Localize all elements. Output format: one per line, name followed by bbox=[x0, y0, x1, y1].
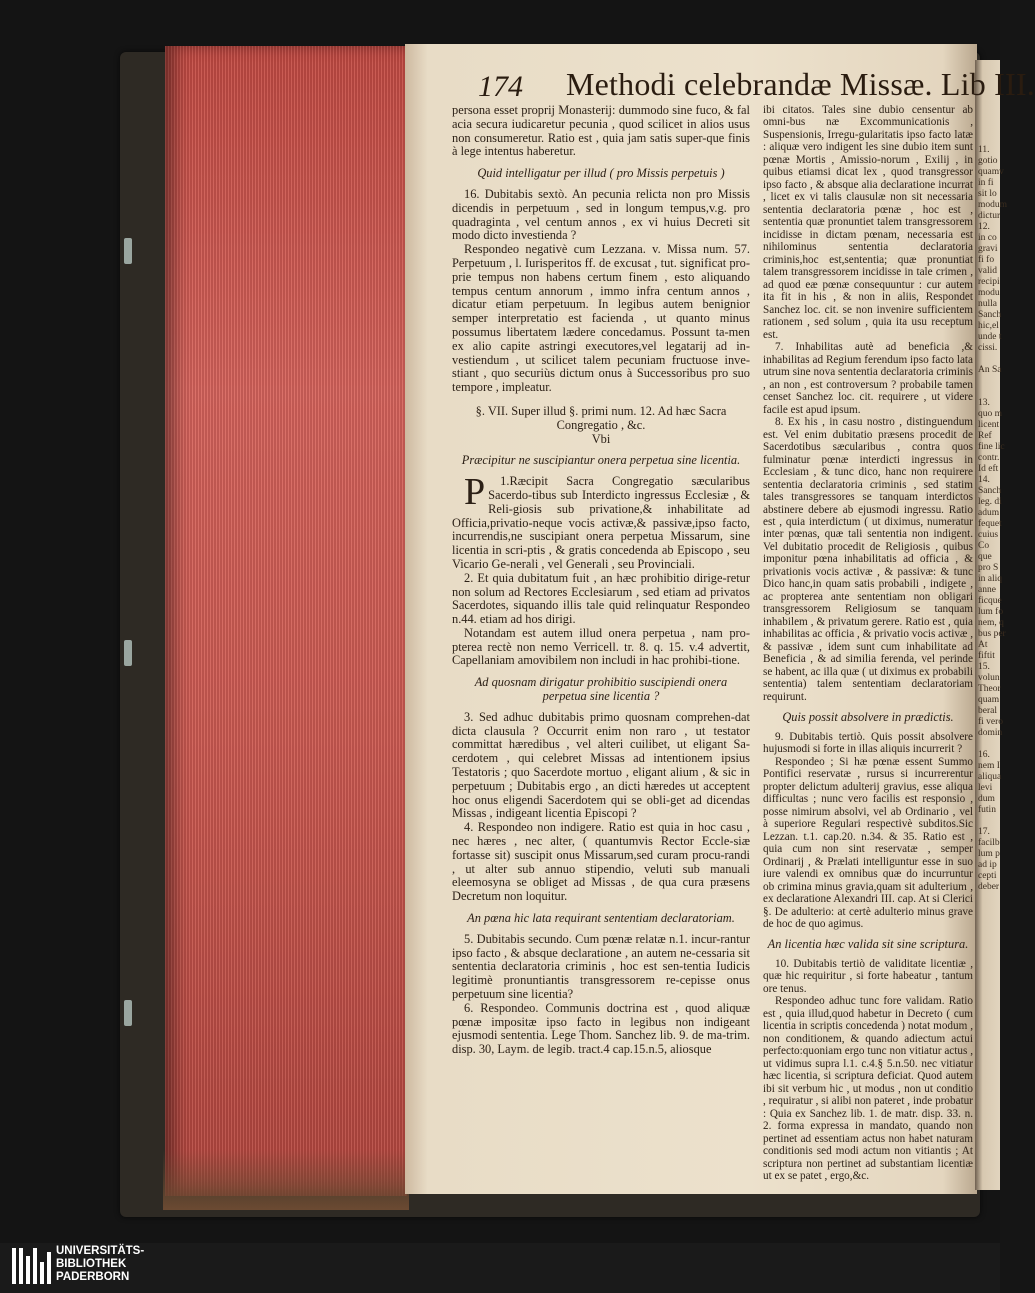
paragraph: Respondeo adhuc tunc fore validam. Ratio est , quia illud,quod habetur in Decreto ( cum licentia in scriptis concedenda ) notat modum , non conditionem, & quando adiectum actui perfecto:quoniam ergo tunc non vitiatur actus , ut vidimus supra l.1. c.4.§ 5.n.50. nec vitiatur hæc licentia, si scriptura deficiat. Quod autem ibi sit verbum hic , ut modus , non ut conditio , requiratur , si alibi non pateret , inde probatur : Quia ex Sanchez lib. 1. de matr. disp. 33. n. 2. forma expressa in mandato, quando non pertinet ad essentiam actus non habet naturam conditionis sed modi actum non vitiantis ; At scriptura non pertinet ad substantiam licentiæ ut ex se patet , ergo,&c. bbox=[763, 995, 973, 1183]
page-clip bbox=[124, 640, 132, 666]
text-fragment: bus per bbox=[978, 629, 1006, 639]
text-fragment: in co bbox=[978, 233, 997, 243]
paragraph bbox=[452, 471, 750, 572]
section-title: §. VII. Super illud §. primi num. 12. Ad hæc Sacra Congregatio , &c. bbox=[475, 403, 727, 432]
text-fragment bbox=[978, 739, 1000, 750]
text-fragment: quam bbox=[978, 695, 1000, 705]
text-fragment: in aliq bbox=[978, 574, 1003, 584]
text-fragment: nulla bbox=[978, 299, 997, 309]
text-fragment: ad ip bbox=[978, 860, 997, 870]
text-fragment: Co bbox=[978, 541, 990, 551]
text-fragment: gotio bbox=[978, 156, 998, 166]
text-fragment: 14. bbox=[978, 475, 990, 485]
text-fragment: 13. bbox=[978, 398, 990, 408]
paragraph: Notandam est autem illud onera perpetua , nam pro-pterea rectè non nemo Verricell. tr. 8. q. 15. v.4 advertit, Capellaniam amovibilem non includi in hac prohibi-tione. bbox=[452, 625, 750, 668]
text-fragment bbox=[978, 387, 1000, 398]
text-fragment: cissi. bbox=[978, 343, 998, 353]
text-fragment: levi bbox=[978, 783, 993, 793]
library-logo-icon bbox=[12, 1246, 52, 1286]
paragraph: ibi citatos. Tales sine dubio censentur ab omni-bus næ Excommunicationis , Suspensionis, Irregu-gularitatis ipso facto latæ : aliquæ vero indigent les sine dubio item sunt pœnæ Mortis , Amissio-norum , Exilij , in quibus etiamsi dicat lex , quod transgressor ipso facto , & absque alia declaratione incurrat , licet ex vi talis clausulæ non sit necessaria sententia declaratoria pœnæ , hoc est , sententia quæ pronuntiet talem transgressorem incidisse in dictam pœnam, necessaria est nihilominus sententia declaratoria criminis,hoc est,sententia; quæ pronuntiat talem transgressorem incidisse in tale crimen , ad quod eæ pœnæ consequuntur : cur autem ita fit in his , & non in aliis, Respondet Sanchez loc. cit. se non invenire sufficientem rationem , sed solum , quia ita usu receptum est. bbox=[763, 104, 973, 341]
paragraph: 4. Respondeo non indigere. Ratio est quia in hoc casu , nec hæres , nec alter, ( quantumvis Rector Eccle-siæ fortasse sit) suscipit onus Missarum,sed curam procu-randi , ut alter sub annuo stipendio, veluti sub manuali eleemosyna se obliget ad Missas , de qua cura præsens Decretum non loquitur. bbox=[452, 820, 750, 904]
text-fragment: Ref bbox=[978, 431, 992, 441]
text-fragment bbox=[978, 354, 1000, 365]
text-fragment: dum bbox=[978, 794, 995, 804]
text-fragment: recipi bbox=[978, 277, 1000, 287]
paragraph: 6. Respondeo. Communis doctrina est , quod aliquæ pœnæ impositæ ipso facto in legibus non indigeant ejusmodi sententia. Lege Thom. Sanchez lib. 9. de ma-trim. disp. 30, Laym. de legib. tract.4 cap.15.n.5, aliosque bbox=[452, 1000, 750, 1057]
text-fragment: dictur bbox=[978, 211, 1001, 221]
text-fragment: contr. bbox=[978, 453, 1000, 463]
section-heading: Quid intelligatur per illud ( pro Missis perpetuis ) bbox=[477, 166, 725, 181]
text-fragment: Id eft bbox=[978, 464, 999, 474]
text-fragment: fiftit bbox=[978, 651, 995, 661]
text-fragment: cuius bbox=[978, 530, 999, 540]
text-fragment: 16. bbox=[978, 750, 990, 760]
paragraph: 7. Inhabilitas autè ad beneficia ,& inhabilitas ad Regium ferendum ipso facto lata utrum sine nova sententia declaratoria criminis , an non , est controversum ? probabile tamen censet Sanchez loc. cit. requirere , ut videre facile est apud ipsum. bbox=[763, 341, 973, 416]
drop-cap: P bbox=[464, 471, 486, 514]
paragraph: persona esset proprij Monasterij: dummodo sine fuco, & fal acia secura iudicaretur pecunia , quod scilicet in alios usus non consumeretur. Ratio est , quia jam satis super-que finis à lege intentus haberetur. bbox=[452, 103, 750, 159]
page-edge-shadow bbox=[163, 1150, 409, 1210]
text-fragment bbox=[978, 376, 1000, 387]
text-fragment: sit lo bbox=[978, 189, 997, 199]
text-fragment: adum bbox=[978, 508, 1000, 518]
paragraph: Respondeo ; Si hæ pœnæ essent Summo Pontifici reservatæ , rursus si incurrerentur propter delictum adulterij gravius, esse aliqua difficultas ; nunc vero facilis est responsio , posse nimirum absolvi, vel ab Ordinario , vel à superiore Regulari respectivè subditos.Sic Lezzan. t.1. cap.20. n.34. & 35. Ratio est , quia cum non sint reservatæ , semper Ordinarij , & Prælati intelliguntur esse in suo iure valendi ex omnibus quæ do incurruntur ob crimina minus gravia,quam sit adulterium , ex declaratione Alexandri III. cap. At si Clerici §. De adulterio: at certè adulterio minus grave de hoc de quo agimus. bbox=[763, 755, 973, 930]
text-fragment: fequet bbox=[978, 519, 1002, 529]
text-fragment: Sanch bbox=[978, 310, 1002, 320]
text-fragment: fi vero bbox=[978, 717, 1004, 727]
text-fragment: que bbox=[978, 552, 992, 562]
text-fragment: valid bbox=[978, 266, 997, 276]
page-number: 174 bbox=[478, 70, 523, 103]
library-name-line: UNIVERSITÄTS- bbox=[56, 1245, 145, 1257]
section-heading: Quis possit absolvere in prædictis. bbox=[782, 710, 954, 725]
section-heading: Præcipitur ne suscipiantur onera perpetua sine licentia. bbox=[461, 453, 741, 468]
library-name-line: BIBLIOTHEK bbox=[56, 1258, 127, 1270]
library-footer bbox=[0, 1243, 1000, 1293]
text-fragment: beral bbox=[978, 706, 997, 716]
section-heading: An licentia hæc valida sit sine scriptura. bbox=[767, 937, 969, 952]
text-fragment: fine lic bbox=[978, 442, 1005, 452]
text-fragment: in fi bbox=[978, 178, 994, 188]
text-fragment: anne bbox=[978, 585, 996, 595]
text-fragment: facilb bbox=[978, 838, 1000, 848]
text-fragment: modu bbox=[978, 288, 1000, 298]
text-fragment bbox=[978, 816, 1000, 827]
text-fragment: hic,el bbox=[978, 321, 999, 331]
text-fragment: lum fo bbox=[978, 607, 1004, 617]
text-fragment: quamv bbox=[978, 167, 1004, 177]
text-fragment: fi fo bbox=[978, 255, 995, 265]
paragraph: 9. Dubitabis tertiò. Quis possit absolvere hujusmodi si forte in illas aliquis incurrerit ? bbox=[763, 730, 973, 756]
red-page-edges bbox=[165, 46, 407, 1196]
text-fragment: lum p bbox=[978, 849, 1000, 859]
text-fragment: 12. bbox=[978, 222, 990, 232]
text-fragment: 17. bbox=[978, 827, 990, 837]
paragraph: 5. Dubitabis secundo. Cum pœnæ relatæ n.1. incur-rantur ipso facto , & absque declaratione , an autem ne-cessaria sit sententia declaratoria criminis , hoc est sen-tentia Iudicis legitimè pronuntiantis transgressorem re-cepisse onus perpetuum sine licentia? bbox=[452, 931, 750, 1002]
library-name-line: PADERBORN bbox=[56, 1271, 130, 1283]
text-fragment: ficque bbox=[978, 596, 1002, 606]
text-fragment: leg. di bbox=[978, 497, 1002, 507]
paragraph-text: Ræcipit Sacra Congregatio sæcularibus Sacerdo-tibus sub Interdicto ingressus Ecclesiæ , & Reli-giosis sub privatione,& inhabilitate ad Officia,privatio-neque vocis activæ,& passivæ,ipso facto, incurrendis,ne suscipiant onera perpetua Missarum, sine licentia in scri-ptis , & gratis concedenda ab Episcopo , seu Vicario Ge-nerali , vel Generali , seu Provinciali. bbox=[452, 474, 750, 571]
text-fragment: cepti bbox=[978, 871, 997, 881]
paragraph: 2. Et quia dubitatum fuit , an hæc prohibitio dirige-retur non solum ad Rectores Ecclesiarum , sed etiam ad privatos Sacerdotes, siquando illis tale quid relinquatur Respondeo n.44. etiam ad hos dirigi. bbox=[452, 570, 750, 627]
text-fragment: gravi bbox=[978, 244, 998, 254]
text-fragment: domin bbox=[978, 728, 1003, 738]
text-fragment: pro S bbox=[978, 563, 999, 573]
text-fragment: modum bbox=[978, 200, 1008, 210]
text-fragment: 11. bbox=[978, 145, 990, 155]
paragraph: 8. Ex his , in casu nostro , distinguendum est. Vel enim dubitatio præsens procedit de Sacerdotibus sæcularibus , contra quos fulminatur pœnæ interdicti ingressus in Ecclesiam , & tunc dico, hanc non requirere sententia declaratoria criminis , sed statim tales transgressores se tanquam interdictos abstinere debere ab ejusmodi ingressu. Ratio est , quia interdictum ( ut diximus, numeratur inter pœnas, quæ tali sententia non indigent. Vel dubitatio procedit de Religiosis , quibus imponitur pœna inhabilitatis ad officia , & privationis vocis activæ , & passivæ: & tunc Dico hanc,in quam satis probabili , indigete , ac propterea ante sententiam non obligari transgressorem Religiosum se tanquam inhabilem , & privatum gerere. Ratio est , quia inhabilitas ac officia , & privatio vocis activæ , & passivæ , idem sunt cum inhabilitate ad Beneficia , & ad similia ferenda, vel perinde se habent, ac illa quæ ( ut diximus ex probabili sententia) talem sententiam declaratoriam requirunt. bbox=[763, 416, 973, 703]
paragraph: Respondeo negativè cum Lezzana. v. Missa num. 57. Perpetuum , l. Iurisperitos ff. de excusat , tut. significat pro-prie tempus non habens certum finem , esto aliquando tempus centum annorum , immo infra centum annos , dicatur etiam perpetuum. In legibus autem benignior semper interpretatio est facienda , ut quanto minus possumus libertatem lædere concedamus. Possunt ta-men ex alio capite astringi executores,vel legatarij ad in-vestiendum , ut scilicet talem pecuniam fructuose inve-stiant , quo securiùs dictum onus à Successoribus pro suo tempore , impleatur. bbox=[452, 242, 750, 395]
right-text-column bbox=[763, 104, 973, 1183]
text-fragment: deber bbox=[978, 882, 1000, 892]
paragraph: 10. Dubitabis tertiò de validitate licentiæ , quæ hic requiritur , si forte habeatur , tantum ore tenus. bbox=[763, 957, 973, 995]
text-fragment: nem I bbox=[978, 761, 1000, 771]
text-fragment: nem, q bbox=[978, 618, 1004, 628]
paragraph: 3. Sed adhuc dubitabis primo quosnam comprehen-dat dicta clausula ? Occurrit enim non raro , ut testator committat hæredibus , vel alteri cuilibet, ut eligant Sa-cerdotem , qui celebret Missas ad intentionem ipsius Testatoris ; quo Sacerdote mortuo , eligant alium , & sic in perpetuum ; Dubitabis ergo , an dicti hæredes ut acceptent hoc onus eligendi Sacerdotem qui se obli-get ad dicendas Missas , indigeant licentia Episcopi ? bbox=[452, 709, 750, 821]
text-fragment: Sanch bbox=[978, 486, 1002, 496]
text-fragment: Theor bbox=[978, 684, 1001, 694]
text-fragment: futin bbox=[978, 805, 996, 815]
text-fragment: 15. bbox=[978, 662, 990, 672]
library-name bbox=[56, 1245, 144, 1284]
running-title: Methodi celebrandæ Missæ. Lib III. bbox=[566, 66, 1035, 102]
page-header bbox=[478, 62, 1035, 106]
text-fragment: licent bbox=[978, 420, 1000, 430]
page-clip bbox=[124, 238, 132, 264]
left-text-column bbox=[452, 104, 750, 1057]
next-page-text-fragments bbox=[978, 145, 1008, 1185]
text-fragment: unde t bbox=[978, 332, 1002, 342]
paragraph: 16. Dubitabis sextò. An pecunia relicta non pro Missis dicendis in perpetuum , sed in longum tempus,v.g. pro quadraginta , vel centum annos , ex vi huius Decreti sit modo dicto investienda ? bbox=[452, 186, 750, 243]
text-fragment: An Sa bbox=[978, 365, 1002, 375]
paragraph-number: 1. bbox=[500, 474, 510, 489]
section-heading: Ad quosnam dirigatur prohibitio suscipiendi onera perpetua sine licentia ? bbox=[474, 675, 728, 704]
section-heading: An pœna hic lata requirant sententiam declaratoriam. bbox=[467, 911, 735, 926]
text-fragment: aliqua bbox=[978, 772, 1002, 782]
page-clip bbox=[124, 1000, 132, 1026]
section-subtitle: Vbi bbox=[591, 431, 611, 446]
text-fragment: quo m bbox=[978, 409, 1003, 419]
text-fragment: volun bbox=[978, 673, 1000, 683]
text-fragment: At bbox=[978, 640, 988, 650]
